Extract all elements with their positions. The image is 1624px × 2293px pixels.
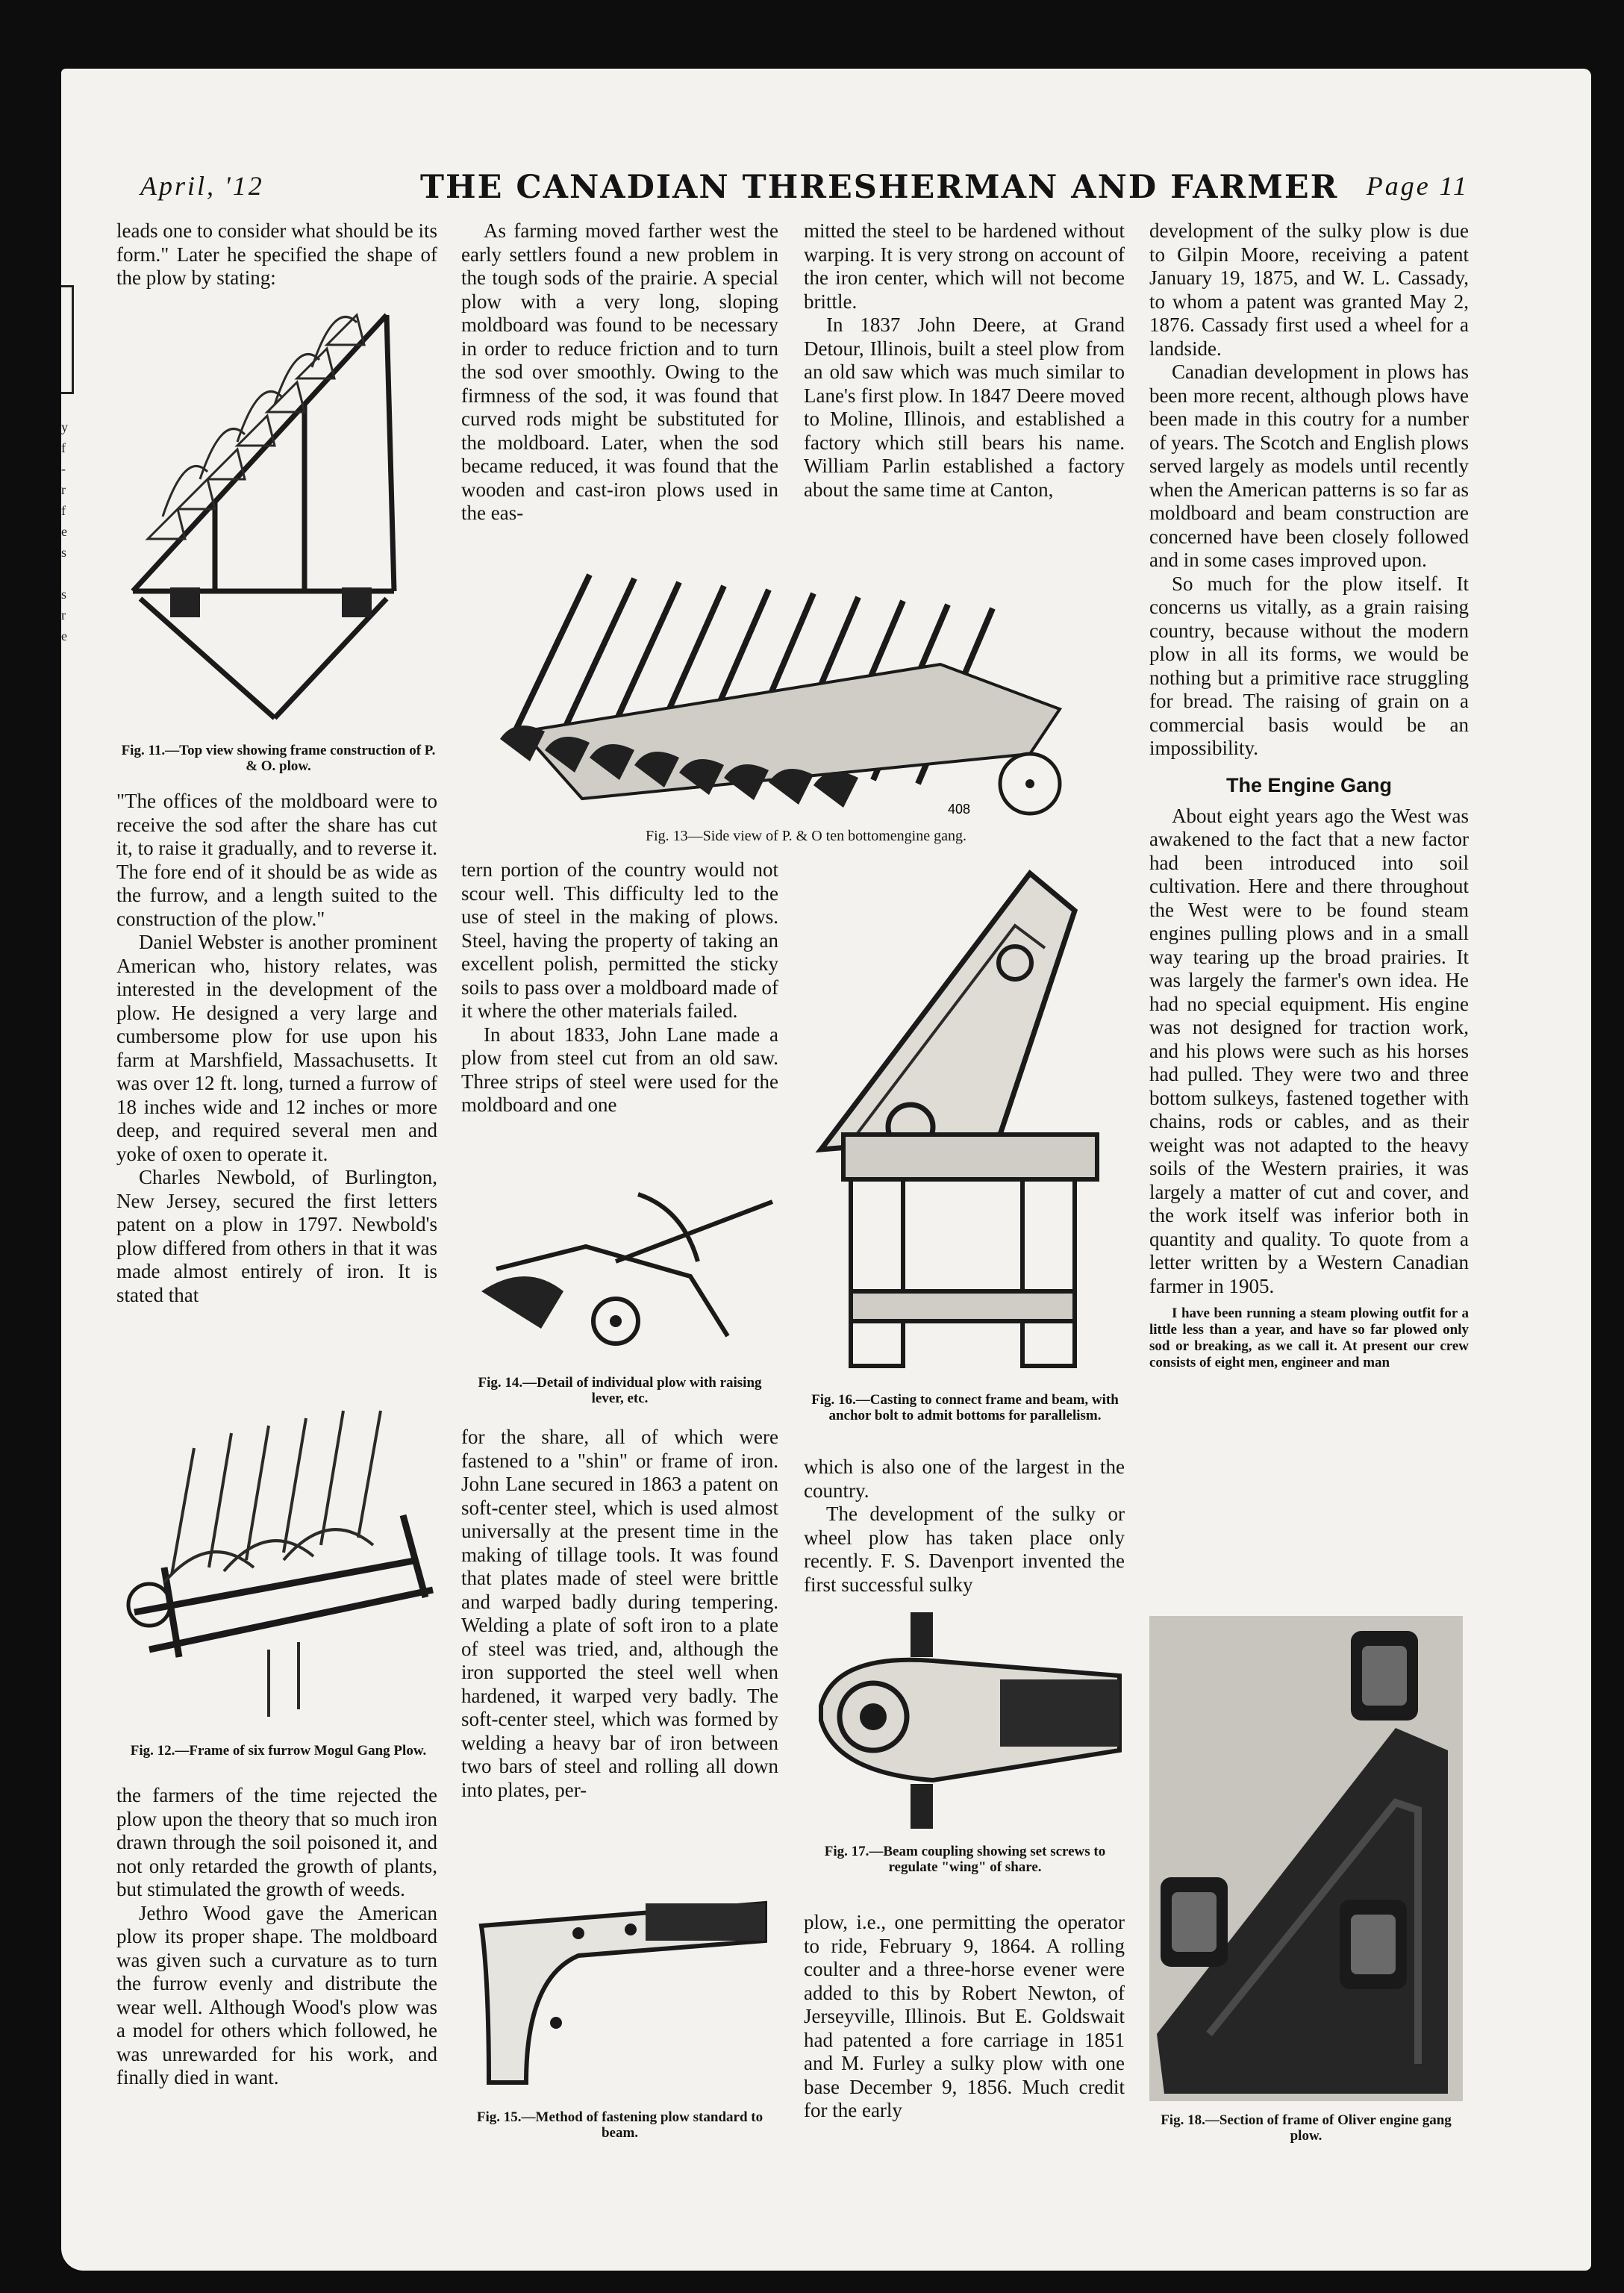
figure-17-image <box>806 1609 1127 1832</box>
paragraph: Canadian development in plows has been more recent, although plows have been made in this coutry for a number of years. The Scotch and English plows served largely as models until recently when the American patterns is so far as moldboard and beam construction are concerned have been closely followed and in some cases improved upon. <box>1149 361 1469 571</box>
column-4 <box>1149 219 1469 1371</box>
column-2-middle <box>461 858 778 1117</box>
paragraph: Jethro Wood gave the American plow its proper shape. The moldboard was given such a curvature as to turn the furrow evenly and distribute the wear well. Although Wood's plow was a model for others which followed, he was unrewarded for his work, and finally died in want. <box>116 1901 437 2088</box>
issue-date: April, '12 <box>140 171 264 201</box>
margin-fragment: f <box>61 440 66 455</box>
margin-fragment: - <box>61 461 66 476</box>
column-1-bottom <box>116 1784 437 2090</box>
figure-18-image <box>1149 1616 1463 2101</box>
magazine-title: THE CANADIAN THRESHERMAN AND FARMER <box>420 169 1339 206</box>
figure-14-image <box>466 1164 780 1366</box>
adjacent-page-box <box>61 285 74 394</box>
paragraph: mitted the steel to be hardened without warping. It is very strong on account of the iron center, which will not become brittle. <box>804 219 1125 313</box>
page-number: Page 11 <box>1366 171 1469 201</box>
margin-fragment: s <box>61 545 67 560</box>
paragraph: tern portion of the country would not scour well. This difficulty led to the use of steel in the making of plows. Steel, having the property of taking an excellent polish, permitted the sticky soils to pass over a moldboard made of it where the other materials failed. <box>461 858 778 1022</box>
figure-16-caption: Fig. 16.—Casting to connect frame and beam, with anchor bolt to admit bottoms for parallelism. <box>811 1392 1119 1423</box>
column-3-top <box>804 219 1125 502</box>
paragraph: In 1837 John Deere, at Grand Detour, Illinois, built a steel plow from an old saw which was much similar to Lane's first plow. In 1847 Deere moved to Moline, Illinois, and established a factory which still bears his name. William Parlin established a factory about the same time at Canton, <box>804 313 1125 501</box>
margin-fragment: y <box>61 419 68 434</box>
paragraph: "The offices of the moldboard were to receive the sod after the share has cut it, to raise it gradually, and to reverse it. The fore end of it should be as wide as the furrow, and a length suited to the construction of the plow." <box>116 790 437 930</box>
margin-fragment: e <box>61 524 67 539</box>
figure-18-caption: Fig. 18.—Section of frame of Oliver engine gang plow. <box>1161 2112 1452 2144</box>
column-3-bottom <box>804 1911 1125 2123</box>
figure-15-caption: Fig. 15.—Method of fastening plow standard to beam. <box>476 2109 763 2141</box>
margin-fragment: r <box>61 482 66 497</box>
running-header <box>140 170 1469 208</box>
figure-11-caption: Fig. 11.—Top view showing frame construction of P. & O. plow. <box>121 743 436 774</box>
margin-fragment: s <box>61 587 67 602</box>
paragraph: leads one to consider what should be its form." Later he specified the shape of the plow by stating: <box>116 219 437 289</box>
paragraph: which is also one of the largest in the country. <box>804 1456 1125 1502</box>
quote-paragraph: I have been running a steam plowing outfit for a little less than a year, and have so far plowed only sod or breaking, as we call it. At present our crew consists of eight men, engineer and man <box>1149 1305 1469 1370</box>
column-2-bottom <box>461 1426 778 1802</box>
paragraph: the farmers of the time rejected the plow upon the theory that so much iron drawn through the soil poisoned it, and not only retarded the growth of plants, but stimulated the growth of weeds. <box>116 1784 437 1900</box>
column-1-middle <box>116 790 437 1307</box>
column-1-top <box>116 219 437 290</box>
column-3-middle <box>804 1456 1125 1597</box>
figure-15-image <box>466 1874 780 2097</box>
paragraph: development of the sulky plow is due to Gilpin Moore, receiving a patent January 19, 1875, and W. L. Cassady, to whom a patent was granted May 2, 1876. Cassady first used a wheel for a landside. <box>1149 219 1469 360</box>
margin-fragment: e <box>61 628 67 643</box>
figure-17-caption: Fig. 17.—Beam coupling showing set screws to regulate "wing" of share. <box>824 1844 1106 1875</box>
paragraph: Daniel Webster is another prominent American who, history relates, was interested in the development of the plow. He designed a very large and cumbersome plow for use upon his farm at Marshfield, Massachusetts. It was over 12 ft. long, turned a furrow of 18 inches wide and 12 inches or more deep, and required several men and yoke of oxen to operate it. <box>116 931 437 1165</box>
adjacent-page-edge <box>61 278 75 696</box>
paragraph: plow, i.e., one permitting the operator to ride, February 9, 1864. A rolling coulter and a three-horse evener were added to this by Robert Newton, of Jerseyville, Illinois. But E. Goldswait had patented a fore carriage in 1851 and M. Furley a sulky plow with one base December 9, 1856. Much credit for the early <box>804 1911 1125 2121</box>
margin-fragment: f <box>61 503 66 518</box>
figure-13-image <box>493 560 1112 829</box>
figure-14-caption: Fig. 14.—Detail of individual plow with raising lever, etc. <box>478 1375 762 1406</box>
paragraph: In about 1833, John Lane made a plow from steel cut from an old saw. Three strips of steel were used for the moldboard and one <box>461 1023 778 1116</box>
figure-16-image <box>806 866 1127 1381</box>
section-heading: The Engine Gang <box>1225 773 1392 796</box>
figure-12-caption: Fig. 12.—Frame of six furrow Mogul Gang Plow. <box>130 1743 427 1759</box>
figure-12-image <box>119 1388 444 1732</box>
column-2-top <box>461 219 778 525</box>
paragraph: for the share, all of which were fastened to a "shin" or frame of iron. John Lane secured in 1863 a patent on soft-center steel, which is used almost universally at the present time in the making of tillage tools. It was found that plates made of steel were brittle and warped badly during tempering. Welding a plate of soft iron to a plate of steel was tried, and, although the iron supported the steel well when hardened, it warped very badly. The soft-center steel, which was formed by welding a heavy bar of iron between two bars of steel and rolling all down into plates, per- <box>461 1426 778 1801</box>
figure-13-number: 408 <box>948 802 971 817</box>
figure-11-image <box>118 293 446 733</box>
paragraph: About eight years ago the West was awakened to the fact that a new factor had been introduced into soil cultivation. Here and there throughout the West were to be found steam engines pulling plows and in a small way tearing up the broad prairies. It was largely the farmer's own idea. He had no special equipment. His engine was not designed for traction work, and his plows were such as his horses had pulled. They were two and three bottom sulkeys, fastened together with chains, rods or cables, and as their weight was not adapted to the heavy soils of the Western prairies, it was largely a matter of cut and cover, and the work itself was inferior both in quantity and quality. To quote from a letter written by a Western Canadian farmer in 1905. <box>1149 804 1469 1297</box>
figure-13-caption: Fig. 13—Side view of P. & O ten bottomengine gang. <box>646 828 966 844</box>
paragraph: The development of the sulky or wheel plow has taken place only recently. F. S. Davenport invented the first successful sulky <box>804 1503 1125 1596</box>
paragraph: As farming moved farther west the early settlers found a new problem in the tough sods of the prairie. A special plow with a very long, sloping moldboard was found to be necessary in order to reduce friction and to turn the sod over smoothly. Owing to the firmness of the sod, it was found that curved rods might be substituted for the moldboard. Later, when the sod became reduced, it was found that the wooden and cast-iron plows used in the eas- <box>461 219 778 524</box>
paragraph: So much for the plow itself. It concerns us vitally, as a grain raising country, because without the modern plow in all its forms, we would be nothing but a primitive race struggling for bread. The raising of grain on a commercial basis would be an impossibility. <box>1149 572 1469 759</box>
paragraph: Charles Newbold, of Burlington, New Jersey, secured the first letters patent on a plow in 1797. Newbold's plow differed from others in that it was made almost entirely of iron. It is stated that <box>116 1166 437 1306</box>
margin-fragment: r <box>61 608 66 623</box>
